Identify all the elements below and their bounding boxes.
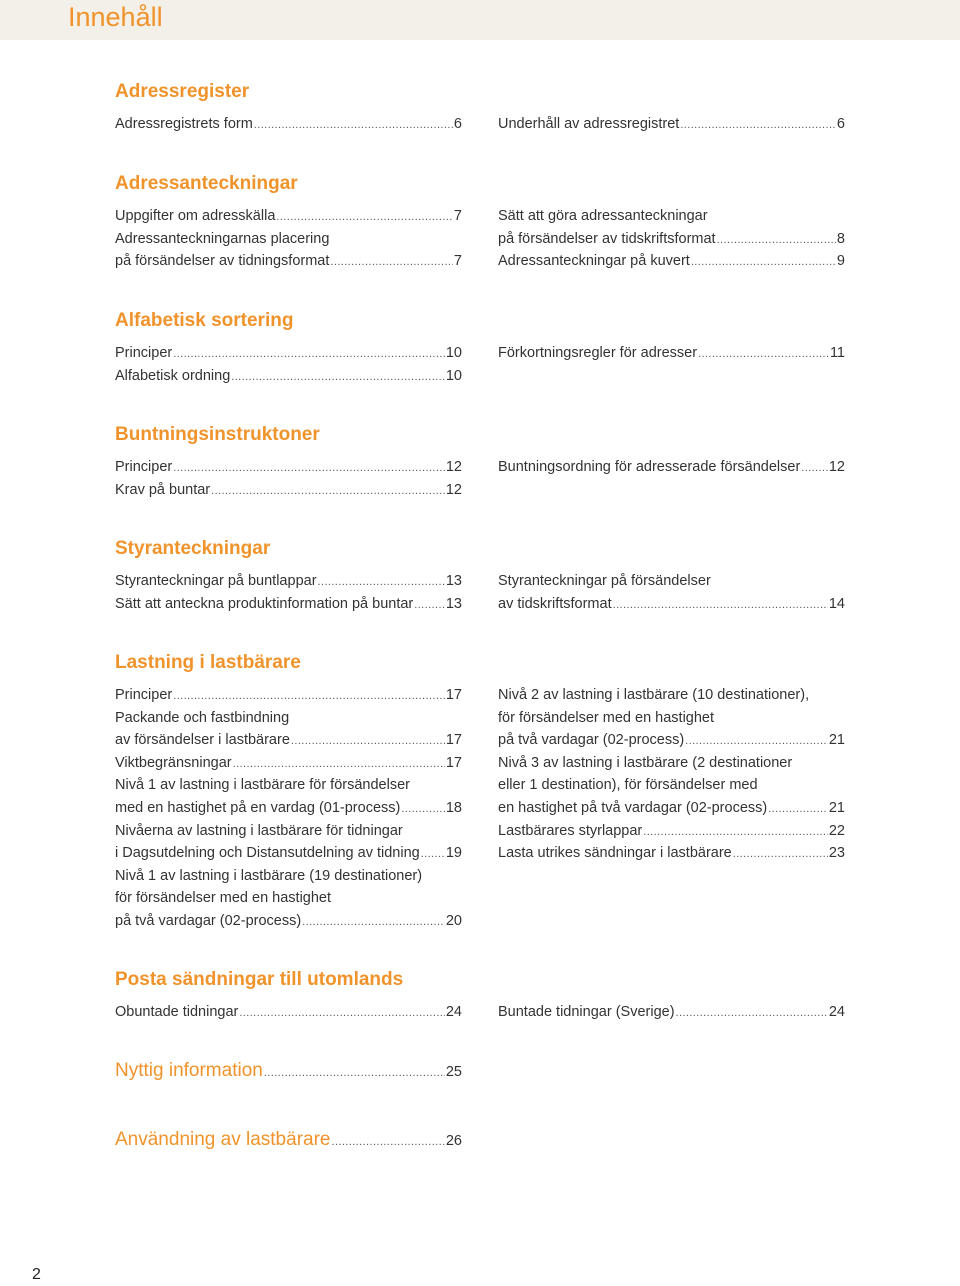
toc-line bbox=[498, 228, 845, 251]
toc-entry-link[interactable] bbox=[498, 842, 845, 866]
dot-leader bbox=[414, 594, 445, 617]
toc-line bbox=[115, 228, 462, 251]
toc-entry-text: Obuntade tidningar bbox=[115, 1004, 239, 1020]
toc-entry-link[interactable] bbox=[115, 250, 462, 274]
page-ref: 11 bbox=[829, 345, 845, 361]
dot-leader bbox=[643, 821, 828, 844]
page-ref: 25 bbox=[445, 1064, 462, 1080]
toc-line bbox=[498, 842, 845, 865]
page-ref: 12 bbox=[445, 481, 462, 498]
toc-line bbox=[115, 342, 462, 365]
toc-line bbox=[498, 205, 845, 228]
toc-entry-link[interactable] bbox=[115, 479, 462, 503]
page-ref: 18 bbox=[445, 799, 462, 816]
toc-entry-link[interactable] bbox=[498, 797, 845, 821]
toc-entry-text: Lasta utrikes sändningar i lastbärare bbox=[498, 845, 732, 862]
dot-leader bbox=[801, 457, 828, 480]
toc-column-right bbox=[498, 113, 845, 136]
section-title: Nyttig information bbox=[115, 1060, 263, 1081]
page-ref: 22 bbox=[828, 822, 845, 839]
toc-column-right bbox=[498, 1001, 845, 1024]
section-title: Lastning i lastbärare bbox=[115, 652, 301, 673]
page-number: 2 bbox=[32, 1266, 41, 1283]
toc-entry-text: Adressanteckningar på kuvert bbox=[498, 253, 690, 270]
toc-line bbox=[115, 842, 462, 865]
page-ref: 8 bbox=[836, 230, 845, 247]
section-posta bbox=[115, 968, 845, 1024]
page-ref: 12 bbox=[445, 459, 462, 475]
dot-leader bbox=[231, 366, 445, 389]
toc-entry-text: Principer bbox=[115, 687, 173, 703]
toc-entry-text: Underhåll av adressregistret bbox=[498, 116, 680, 132]
toc-entry-text: Viktbegränsningar bbox=[115, 754, 232, 771]
toc-heading-entry-nyttig[interactable] bbox=[115, 1060, 462, 1082]
toc-line bbox=[115, 752, 462, 775]
dot-leader bbox=[685, 730, 828, 753]
toc-column-left bbox=[115, 205, 462, 273]
toc-entry-text: Styranteckningar på buntlappar bbox=[115, 573, 317, 589]
toc-entry-link[interactable] bbox=[115, 684, 462, 708]
page-ref: 19 bbox=[445, 845, 462, 862]
toc-entry-text: Nivå 1 av lastning i lastbärare för försändelser bbox=[115, 777, 410, 794]
toc-line bbox=[498, 752, 845, 775]
toc-entry-text: Uppgifter om adresskälla bbox=[115, 208, 276, 224]
toc-entry-text: Sätt att anteckna produktinformation på buntar bbox=[115, 595, 414, 612]
toc-entry-link[interactable] bbox=[115, 205, 462, 229]
toc-entry-link[interactable] bbox=[498, 593, 845, 617]
toc-line bbox=[498, 593, 845, 616]
dot-leader bbox=[768, 798, 828, 821]
dot-leader bbox=[691, 251, 836, 274]
toc-entry-text: Sätt att göra adressanteckningar bbox=[498, 208, 708, 224]
dot-leader bbox=[264, 1067, 445, 1079]
page-ref: 13 bbox=[445, 595, 462, 612]
page-ref: 24 bbox=[445, 1004, 462, 1020]
toc-entry-text: med en hastighet på en vardag (01-process) bbox=[115, 799, 401, 816]
toc-entry-link[interactable] bbox=[115, 842, 462, 866]
toc-entry-link[interactable] bbox=[498, 228, 845, 252]
toc-entry-link[interactable] bbox=[498, 250, 845, 274]
toc-entry-link[interactable] bbox=[115, 1001, 462, 1025]
dot-leader bbox=[680, 114, 836, 137]
toc-entry-text: för försändelser med en hastighet bbox=[115, 890, 332, 907]
section-styranteckningar bbox=[115, 537, 845, 616]
dot-leader bbox=[613, 594, 828, 617]
toc-line bbox=[115, 910, 462, 933]
page-ref: 17 bbox=[445, 754, 462, 771]
toc-line bbox=[115, 684, 462, 707]
toc-entry-text: Principer bbox=[115, 459, 173, 475]
section-title: Adressanteckningar bbox=[115, 173, 298, 194]
page-ref: 9 bbox=[836, 253, 845, 270]
toc-line bbox=[115, 456, 462, 479]
toc-line bbox=[115, 797, 462, 820]
toc-line bbox=[498, 729, 845, 752]
dot-leader bbox=[211, 480, 445, 503]
toc-entry-text: på försändelser av tidskriftsformat bbox=[498, 230, 716, 247]
toc-line bbox=[498, 250, 845, 273]
toc-entry-link[interactable] bbox=[498, 729, 845, 753]
page-ref: 10 bbox=[445, 345, 462, 361]
page-ref: 23 bbox=[828, 845, 845, 862]
section-title: Alfabetisk sortering bbox=[115, 310, 294, 331]
page-ref: 7 bbox=[453, 253, 462, 270]
toc-entry-link[interactable] bbox=[115, 797, 462, 821]
dot-leader bbox=[173, 457, 445, 480]
toc-entry-text: Alfabetisk ordning bbox=[115, 367, 231, 384]
dot-leader bbox=[318, 571, 445, 594]
toc-entry-text: eller 1 destination), för försändelser med bbox=[498, 777, 758, 794]
dot-leader bbox=[173, 343, 445, 366]
toc-entry-link[interactable] bbox=[115, 113, 462, 137]
toc-entry-link[interactable] bbox=[498, 1001, 845, 1025]
toc-entry-text: Buntade tidningar (Sverige) bbox=[498, 1004, 675, 1020]
toc-column-right bbox=[498, 456, 845, 479]
dot-leader bbox=[676, 1002, 828, 1025]
page-ref: 12 bbox=[828, 459, 845, 475]
toc-line bbox=[498, 684, 845, 707]
page-ref: 7 bbox=[453, 208, 462, 224]
toc-entry-text: Nivåerna av lastning i lastbärare för tidningar bbox=[115, 822, 403, 839]
page-ref: 17 bbox=[445, 687, 462, 703]
section-nyttig bbox=[115, 1060, 845, 1082]
toc-line bbox=[115, 113, 462, 136]
dot-leader bbox=[717, 229, 836, 252]
toc-line bbox=[115, 365, 462, 388]
dot-leader bbox=[239, 1002, 445, 1025]
toc-line bbox=[115, 479, 462, 502]
toc-entry-link[interactable] bbox=[115, 752, 462, 776]
section-adressregister bbox=[115, 80, 845, 136]
toc-heading-entry-anvandning[interactable] bbox=[115, 1129, 462, 1151]
dot-leader bbox=[254, 114, 453, 137]
toc-entry-text: av tidskriftsformat bbox=[498, 595, 612, 612]
page-ref: 6 bbox=[453, 116, 462, 132]
toc-entry-link[interactable] bbox=[115, 570, 462, 594]
dot-leader bbox=[330, 251, 453, 274]
section-title: Styranteckningar bbox=[115, 538, 271, 559]
dot-leader bbox=[173, 685, 445, 708]
section-title: Användning av lastbärare bbox=[115, 1129, 331, 1150]
toc-line bbox=[115, 593, 462, 616]
toc-column-left bbox=[115, 342, 462, 387]
page-ref: 24 bbox=[828, 1004, 845, 1020]
page-ref: 10 bbox=[445, 367, 462, 384]
toc-line bbox=[498, 707, 845, 730]
section-buntning bbox=[115, 423, 845, 502]
page-ref: 21 bbox=[828, 799, 845, 816]
section-anvandning bbox=[115, 1129, 845, 1151]
toc-entry-link[interactable] bbox=[115, 365, 462, 389]
dot-leader bbox=[733, 843, 828, 866]
toc-line bbox=[115, 865, 462, 888]
toc-line bbox=[115, 774, 462, 797]
toc-column-left bbox=[115, 684, 462, 933]
toc-entry-text: Principer bbox=[115, 345, 173, 361]
toc-line bbox=[115, 250, 462, 273]
toc-column-right bbox=[498, 342, 845, 365]
toc-entry-link[interactable] bbox=[498, 456, 845, 480]
toc-line bbox=[498, 1001, 845, 1024]
toc-line bbox=[498, 820, 845, 843]
toc-line bbox=[115, 820, 462, 843]
toc-line bbox=[498, 570, 845, 593]
toc-column-left bbox=[115, 113, 462, 136]
section-adressanteckningar bbox=[115, 172, 845, 274]
dot-leader bbox=[302, 911, 445, 934]
toc-column-left bbox=[115, 1001, 462, 1024]
toc-entry-text: Buntningsordning för adresserade försändelser bbox=[498, 459, 801, 475]
toc-entry-text: Nivå 1 av lastning i lastbärare (19 destinationer) bbox=[115, 867, 423, 884]
dot-leader bbox=[233, 753, 445, 776]
toc-entry-text: på försändelser av tidningsformat bbox=[115, 253, 330, 270]
page-ref: 21 bbox=[828, 732, 845, 749]
toc-entry-text: för försändelser med en hastighet bbox=[498, 709, 715, 726]
toc-entry-text: Styranteckningar på försändelser bbox=[498, 573, 711, 589]
toc-column-right bbox=[498, 205, 845, 273]
toc-entry-text: Krav på buntar bbox=[115, 481, 211, 498]
toc-column-left bbox=[115, 456, 462, 501]
page-ref: 17 bbox=[445, 732, 462, 749]
dot-leader bbox=[698, 343, 829, 366]
toc-entry-link[interactable] bbox=[115, 456, 462, 480]
toc-entry-text: Nivå 3 av lastning i lastbärare (2 destinationer bbox=[498, 754, 793, 771]
toc-column-right bbox=[498, 570, 845, 615]
page-ref: 26 bbox=[445, 1133, 462, 1149]
toc-entry-text: i Dagsutdelning och Distansutdelning av tidning bbox=[115, 845, 420, 862]
toc-line bbox=[115, 570, 462, 593]
toc-entry-link[interactable] bbox=[115, 729, 462, 753]
toc-line bbox=[498, 113, 845, 136]
toc-entry-link[interactable] bbox=[498, 113, 845, 137]
toc-entry-text: av försändelser i lastbärare bbox=[115, 732, 290, 749]
page-ref: 6 bbox=[836, 116, 845, 132]
toc-entry-text: Adressanteckningarnas placering bbox=[115, 230, 330, 247]
toc-column-left bbox=[115, 570, 462, 615]
toc-entry-link[interactable] bbox=[115, 342, 462, 366]
dot-leader bbox=[421, 843, 445, 866]
section-title: Buntningsinstruktoner bbox=[115, 424, 320, 445]
page-ref: 14 bbox=[828, 595, 845, 612]
toc-entry-link[interactable] bbox=[115, 910, 462, 934]
toc-line bbox=[115, 729, 462, 752]
section-lastning bbox=[115, 651, 845, 934]
toc-entry-text: Packande och fastbindning bbox=[115, 709, 290, 726]
dot-leader bbox=[331, 1136, 444, 1148]
toc-entry-link[interactable] bbox=[498, 820, 845, 844]
toc-entry-text: på två vardagar (02-process) bbox=[498, 732, 685, 749]
section-alfabetisk bbox=[115, 309, 845, 388]
toc-line bbox=[115, 707, 462, 730]
toc-column-right bbox=[498, 684, 845, 865]
toc-line bbox=[115, 205, 462, 228]
toc-line bbox=[498, 774, 845, 797]
toc-line bbox=[498, 797, 845, 820]
toc-line bbox=[498, 342, 845, 365]
toc-entry-text: på två vardagar (02-process) bbox=[115, 912, 302, 929]
toc-entry-text: Lastbärares styrlappar bbox=[498, 822, 643, 839]
toc-entry-text: Adressregistrets form bbox=[115, 116, 253, 132]
dot-leader bbox=[276, 206, 453, 229]
toc-entry-text: Förkortningsregler för adresser bbox=[498, 345, 698, 361]
toc-entry-text: Nivå 2 av lastning i lastbärare (10 destinationer), bbox=[498, 687, 810, 703]
toc-entry-link[interactable] bbox=[498, 342, 845, 366]
section-title: Adressregister bbox=[115, 81, 250, 102]
toc-entry-link[interactable] bbox=[115, 593, 462, 617]
toc-line bbox=[115, 1001, 462, 1024]
page-title: Innehåll bbox=[68, 2, 163, 32]
toc-line bbox=[115, 887, 462, 910]
section-title: Posta sändningar till utomlands bbox=[115, 969, 404, 990]
dot-leader bbox=[291, 730, 445, 753]
page-ref: 13 bbox=[445, 573, 462, 589]
dot-leader bbox=[401, 798, 445, 821]
toc-entry-text: en hastighet på två vardagar (02-process) bbox=[498, 799, 768, 816]
toc-line bbox=[498, 456, 845, 479]
page-ref: 20 bbox=[445, 912, 462, 929]
